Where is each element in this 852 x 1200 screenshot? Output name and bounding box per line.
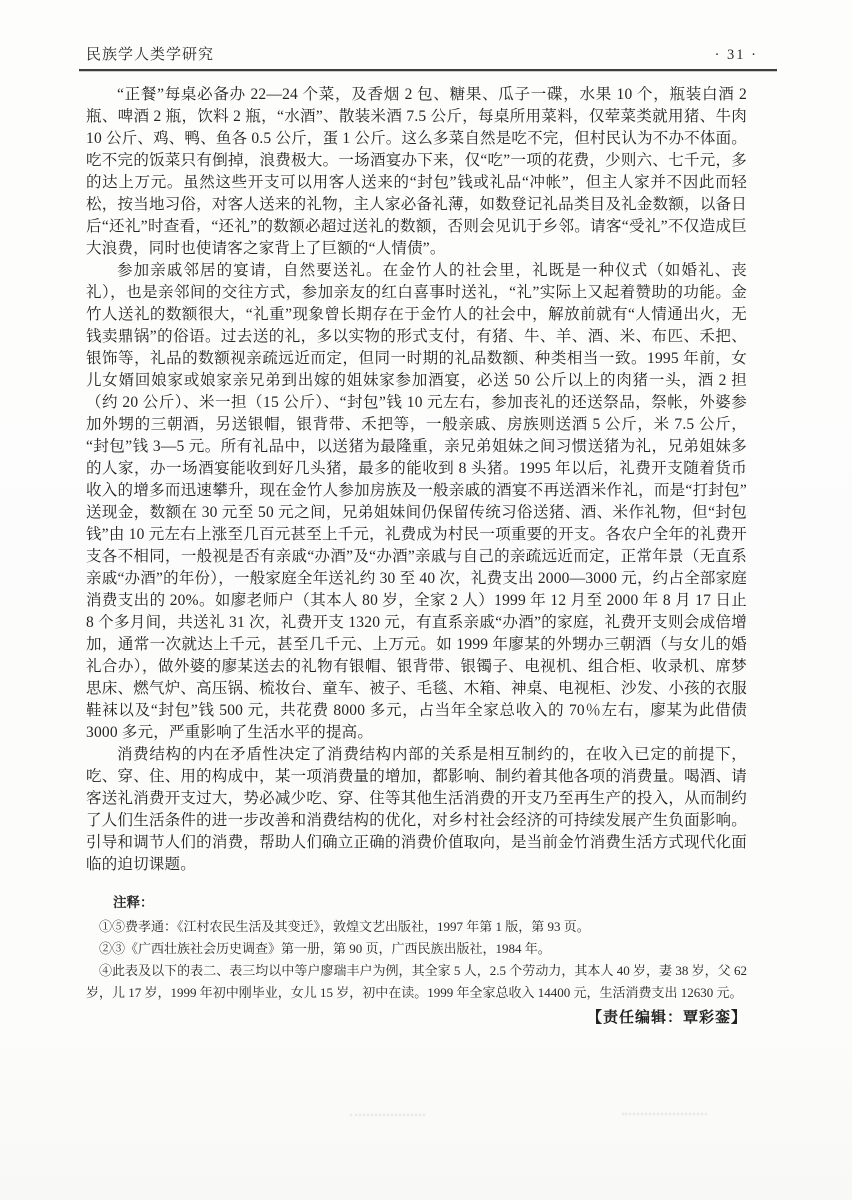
journal-section-title: 民族学人类学研究 (86, 47, 215, 63)
article-body (86, 84, 747, 876)
notes-section (86, 892, 747, 1004)
page-number: · 31 · (714, 47, 758, 63)
paragraph-gift-customs: 参加亲戚邻居的宴请，自然要送礼。在金竹人的社会里，礼既是一种仪式（如婚礼、丧礼），也是亲邻间的交往方式，参加亲友的红白喜事时送礼，“礼”实际上又起着赞助的功能。金竹人送礼的数额很大，“礼重”现象曾长期存在于金竹人的社会中，解放前就有“人情通出火，无钱卖鼎锅”的俗语。过去送的礼，多以实物的形式支付，有猪、牛、羊、酒、米、布匹、禾把、银饰等，礼品的数额视亲疏远近而定，但同一时期的礼品数额、种类相当一致。1995 年前，女儿女婿回娘家或娘家亲兄弟到出嫁的姐妹家参加酒宴，必送 50 公斤以上的肉猪一头，酒 2 担（约 20 公斤）、米一担（15 公斤）、“封包”钱 10 元左右，参加丧礼的还送祭品，祭帐，外婆参加外甥的三朝酒，另送银帽，银背带、禾把等，一般亲戚、房族则送酒 5 公斤，米 7.5 公斤，“封包”钱 3—5 元。所有礼品中，以送猪为最隆重，亲兄弟姐妹之间习惯送猪为礼，兄弟姐妹多的人家，办一场酒宴能收到好几头猪，最多的能收到 8 头猪。1995 年以后，礼费开支随着货币收入的增多而迅速攀升，现在金竹人参加房族及一般亲戚的酒宴不再送酒米作礼，而是“打封包”送现金，数额在 30 元至 50 元之间，兄弟姐妹间仍保留传统习俗送猪、酒、米作礼物，但“封包钱”由 10 元左右上涨至几百元甚至上千元，礼费成为村民一项重要的开支。各农户全年的礼费开支各不相同，一般视是否有亲戚“办酒”及“办酒”亲戚与自己的亲疏远近而定，正常年景（无直系亲戚“办酒”的年份），一般家庭全年送礼约 30 至 40 次，礼费支出 2000—3000 元，约占全部家庭消费支出的 20%。如廖老师户（其本人 80 岁，全家 2 人）1999 年 12 月至 2000 年 8 月 17 日止 8 个多月间，共送礼 31 次，礼费开支 1320 元，有直系亲戚“办酒”的家庭，礼费开支则会成倍增加，通常一次就达上千元，甚至几千元、上万元。如 1999 年廖某的外甥办三朝酒（与女儿的婚礼合办），做外婆的廖某送去的礼物有银帽、银背带、银镯子、电视机、组合柜、收录机、席梦思床、燃气炉、高压锅、梳妆台、童车、被子、毛毯、木箱、神桌、电视柜、沙发、小孩的衣服鞋袜以及“封包”钱 500 元，共花费 8000 多元，占当年全家总收入的 70％左右，廖某为此借债 3000 多元，严重影响了生活水平的提高。 (86, 262, 747, 741)
note-text: 此表及以下的表二、表三均以中等户廖瑞丰户为例，其全家 5 人，2.5 个劳动力，其本人 40 岁，妻 38 岁，父 62 岁，儿 17 岁，1999 年初中刚毕业，女儿 15 岁，初中在读。1999 年全家总收入 14400 元，生活消费支出 12630 元。 (86, 963, 747, 1000)
running-head (86, 40, 758, 64)
note-item (86, 916, 747, 938)
responsible-editor: 【责任编辑：覃彩銮】 (586, 1010, 747, 1026)
paragraph-banquet-costs: “正餐”每桌必备办 22—24 个菜，及香烟 2 包、糖果、瓜子一碟，水果 10 个，瓶装白酒 2 瓶、啤酒 2 瓶，饮料 2 瓶，“水酒”、散装米酒 7.5 公斤，每桌所用菜料，仅荤菜类就用猪、牛肉 10 公斤、鸡、鸭、鱼各 0.5 公斤，蛋 1 公斤。这么多菜自然是吃不完，但村民认为不办不体面。吃不完的饭菜只有倒掉，浪费极大。一场酒宴办下来，仅“吃”一项的花费，少则六、七千元，多的达上万元。虽然这些开支可以用客人送来的“封包”钱或礼品“冲帐”，但主人家并不因此而轻松，按当地习俗，对客人送来的礼物，主人家必备礼薄，如数登记礼品类目及礼金数额，以备日后“还礼”时查看，“还礼”的数额必超过送礼的数额，否则会见讥于乡邻。请客“受礼”不仅造成巨大浪费，同时也使请客之家背上了巨额的“人情债”。 (86, 86, 747, 257)
note-item (86, 938, 747, 960)
header-rule (79, 69, 777, 71)
paragraph-consumption-structure: 消费结构的内在矛盾性决定了消费结构内部的关系是相互制约的，在收入已定的前提下，吃、穿、住、用的构成中，某一项消费量的增加，都影响、制约着其他各项的消费量。喝酒、请客送礼消费开支过大，势必减少吃、穿、住等其他生活消费的开支乃至再生产的投入，从而制约了人们生活条件的进一步改善和消费结构的优化，对乡村社会经济的可持续发展产生负面影响。引导和调节人们的消费，帮助人们确立正确的消费价值取向，是当前金竹消费生活方式现代化面临的迫切课题。 (86, 746, 747, 873)
note-marker: ①⑤ (99, 919, 126, 934)
note-text: 《广西壮族社会历史调查》第一册，第 90 页，广西民族出版社，1984 年。 (125, 941, 551, 956)
note-marker: ②③ (99, 941, 126, 956)
note-marker: ④ (99, 963, 113, 978)
scan-artifact (622, 1113, 707, 1118)
note-item (86, 960, 747, 1004)
notes-title: 注释： (113, 895, 154, 910)
scan-artifact (350, 1114, 425, 1119)
note-text: 费孝通：《江村农民生活及其变迁》，敦煌文艺出版社，1997 年第 1 版，第 93 页。 (125, 919, 590, 934)
